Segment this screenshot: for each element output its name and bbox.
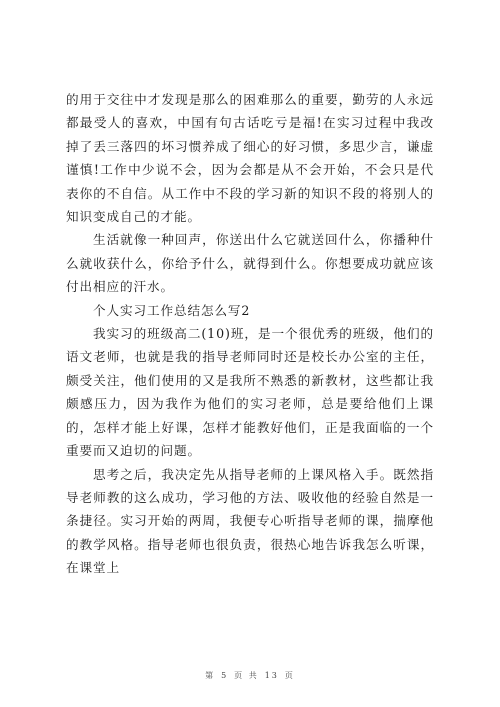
footer-current-page: 5 — [221, 671, 229, 680]
paragraph-1: 的用于交往中才发现是那么的困难那么的重要，勤劳的人永远都最受人的喜欢，中国有句古话吃亏是福!在实习过程中我改掉了丢三落四的坏习惯养成了细心的好习惯，多思少言，谦虚谨慎!工作中少说不会，因为会都是从不会开始，不会只是代表你的不自信。从工作中不段的学习新的知识不段的将别人的知识变成自己的才能。 — [66, 92, 434, 225]
paragraph-2: 生活就像一种回声，你送出什么它就送回什么，你播种什么就收获什么，你给予什么，就得到什么。你想要成功就应该付出相应的汗水。 — [66, 232, 434, 295]
footer-of-label: 页 共 — [234, 671, 259, 680]
page-footer — [0, 670, 500, 681]
section-heading: 个人实习工作总结怎么写2 — [93, 302, 251, 318]
footer-pages-label: 页 — [284, 671, 295, 680]
paragraph-3: 我实习的班级高二(10)班，是一个很优秀的班级，他们的语文老师，也就是我的指导老师同时还是校长办公室的主任，颇受关注，他们使用的又是我所不熟悉的新教材，这些都让我颇感压力，因为我作为他们的实习老师，总是要给他们上课的，怎样才能上好课，怎样才能教好他们，正是我面临的一个重要而又迫切的问题。 — [66, 326, 434, 459]
footer-total-pages: 13 — [264, 671, 279, 680]
paragraph-4: 思考之后，我决定先从指导老师的上课风格入手。既然指导老师教的这么成功，学习他的方法、吸收他的经验自然是一条捷径。实习开始的两周，我便专心听指导老师的课，揣摩他的教学风格。指导老师也很负责，很热心地告诉我怎么听课，在课堂上 — [66, 466, 434, 576]
footer-page-label: 第 — [205, 671, 216, 680]
document-body — [66, 88, 434, 580]
